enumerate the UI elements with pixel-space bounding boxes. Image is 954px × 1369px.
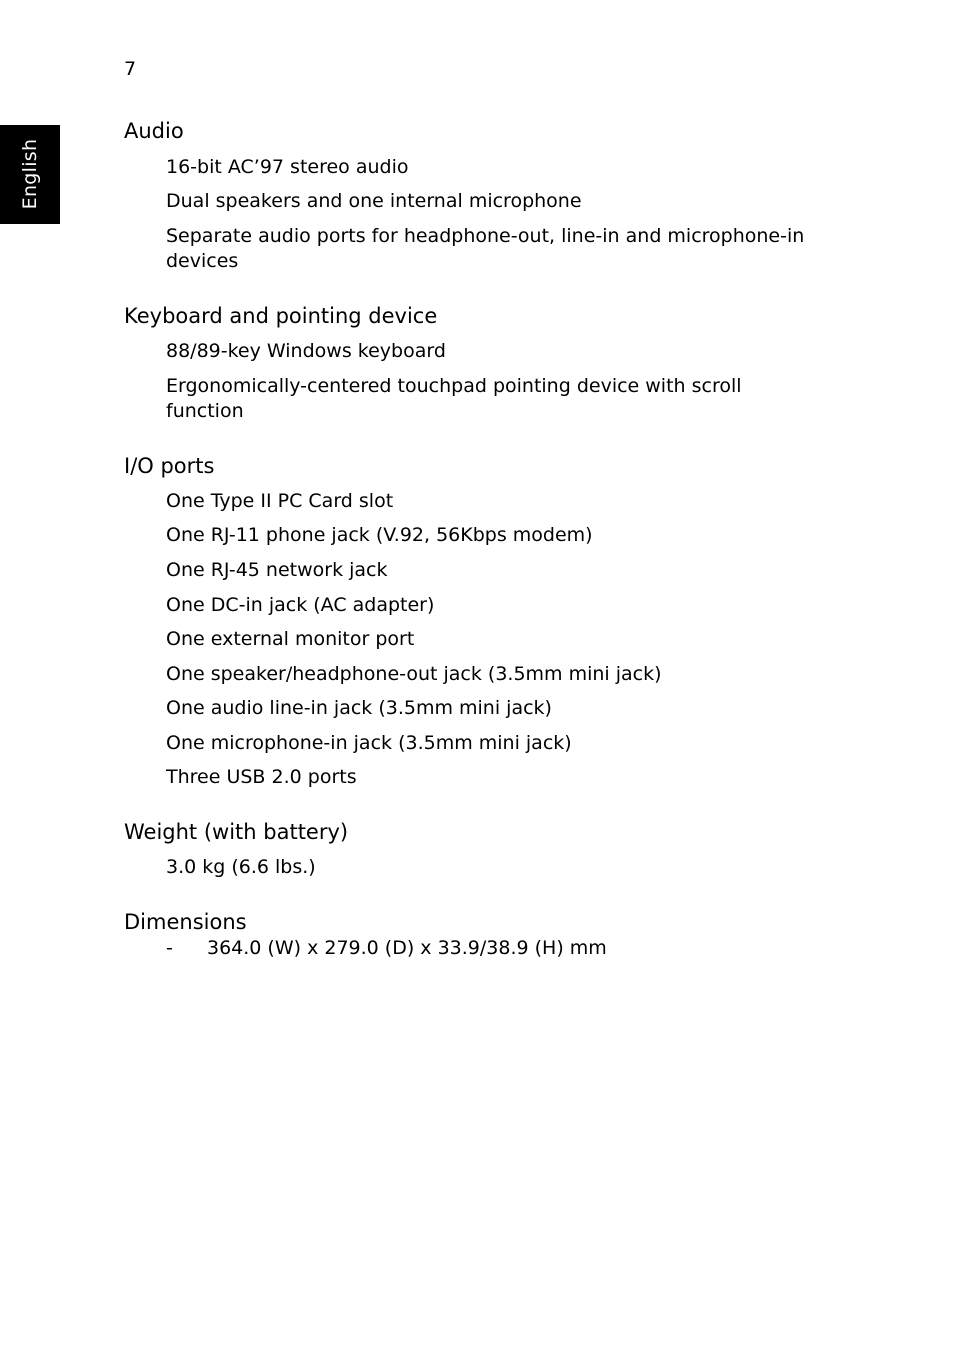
section-weight bbox=[124, 819, 824, 880]
list-item: One RJ-45 network jack bbox=[166, 559, 388, 581]
list-item: 3.0 kg (6.6 lbs.) bbox=[166, 856, 316, 878]
list-item: 88/89-key Windows keyboard bbox=[166, 340, 446, 362]
list-item: One audio line-in jack (3.5mm mini jack) bbox=[166, 697, 552, 719]
list-item: Separate audio ports for headphone-out, line-in and microphone-in devices bbox=[166, 225, 805, 272]
language-side-tab bbox=[0, 125, 60, 224]
dimensions-value: 364.0 (W) x 279.0 (D) x 33.9/38.9 (H) mm bbox=[207, 937, 607, 959]
list-item bbox=[124, 936, 824, 961]
section-dimensions bbox=[124, 909, 824, 961]
page-number: 7 bbox=[124, 58, 137, 80]
section-title-dimensions: Dimensions bbox=[124, 910, 247, 934]
section-title-weight: Weight (with battery) bbox=[124, 820, 349, 844]
section-io-ports bbox=[124, 453, 824, 790]
section-audio bbox=[124, 118, 824, 274]
list-item: One RJ-11 phone jack (V.92, 56Kbps modem) bbox=[166, 524, 593, 546]
list-item: Ergonomically-centered touchpad pointing device with scroll function bbox=[166, 375, 742, 422]
section-title-io-ports: I/O ports bbox=[124, 454, 215, 478]
list-item: One microphone-in jack (3.5mm mini jack) bbox=[166, 732, 572, 754]
list-item: One external monitor port bbox=[166, 628, 415, 650]
weight-list bbox=[124, 855, 824, 880]
audio-list bbox=[124, 155, 824, 274]
io-ports-list bbox=[124, 489, 824, 790]
list-item: Dual speakers and one internal microphone bbox=[166, 190, 582, 212]
list-item: Three USB 2.0 ports bbox=[166, 766, 357, 788]
keyboard-list bbox=[124, 339, 824, 424]
section-title-audio: Audio bbox=[124, 119, 184, 143]
section-title-keyboard: Keyboard and pointing device bbox=[124, 304, 438, 328]
list-item: One Type II PC Card slot bbox=[166, 490, 394, 512]
list-item: One speaker/headphone-out jack (3.5mm mini jack) bbox=[166, 663, 662, 685]
language-tab-label: English bbox=[19, 138, 41, 210]
dash-bullet: - bbox=[166, 937, 173, 959]
list-item: 16-bit AC’97 stereo audio bbox=[166, 156, 409, 178]
list-item: One DC-in jack (AC adapter) bbox=[166, 594, 435, 616]
section-keyboard bbox=[124, 303, 824, 424]
